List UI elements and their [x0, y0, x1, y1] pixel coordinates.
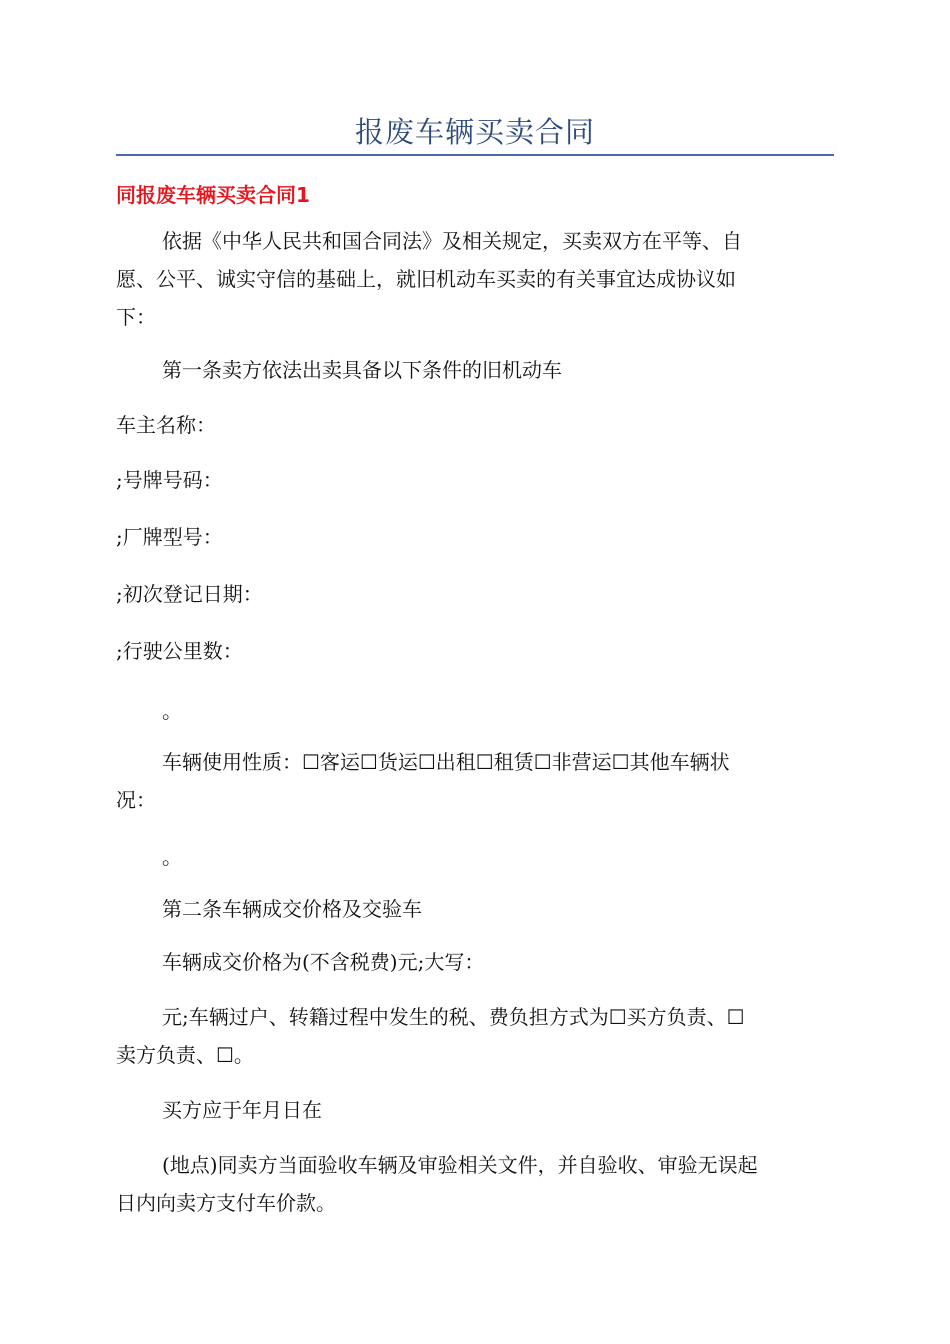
paragraph-line: 愿、公平、诚实守信的基础上，就旧机动车买卖的有关事宜达成协议如 [116, 267, 736, 291]
paragraph-line: 况： [116, 788, 156, 812]
paragraph-line: 车辆成交价格为(不含税费)元;大写： [162, 950, 485, 974]
paragraph-line: (地点)同卖方当面验收车辆及审验相关文件，并自验收、审验无误起 [162, 1153, 758, 1177]
paragraph-line: 。 [162, 699, 182, 723]
field-mileage: ;行驶公里数： [116, 639, 243, 663]
field-brand-model: ;厂牌型号： [116, 525, 223, 549]
title-divider [116, 154, 834, 156]
section-heading: 同报废车辆买卖合同1 [116, 183, 310, 207]
paragraph-line: 卖方负责、☐。 [116, 1043, 254, 1067]
paragraph-line: 日内向卖方支付车价款。 [116, 1191, 336, 1215]
article-heading: 第二条车辆成交价格及交验车 [162, 897, 422, 921]
paragraph-line: 元;车辆过户、转籍过程中发生的税、费负担方式为☐买方负责、☐ [162, 1005, 745, 1029]
field-vehicle-use: 车辆使用性质：☐客运☐货运☐出租☐租赁☐非营运☐其他车辆状 [162, 750, 730, 774]
page-title: 报废车辆买卖合同 [354, 115, 595, 149]
paragraph-line: 下： [116, 305, 156, 329]
paragraph-line: 依据《中华人民共和国合同法》及相关规定，买卖双方在平等、自 [162, 229, 742, 253]
field-registration-date: ;初次登记日期： [116, 582, 263, 606]
article-heading: 第一条卖方依法出卖具备以下条件的旧机动车 [162, 358, 562, 382]
paragraph-line: 。 [162, 845, 182, 869]
paragraph-line: 买方应于年月日在 [162, 1098, 322, 1122]
field-owner-name: 车主名称： [116, 413, 216, 437]
field-plate-number: ;号牌号码： [116, 468, 223, 492]
